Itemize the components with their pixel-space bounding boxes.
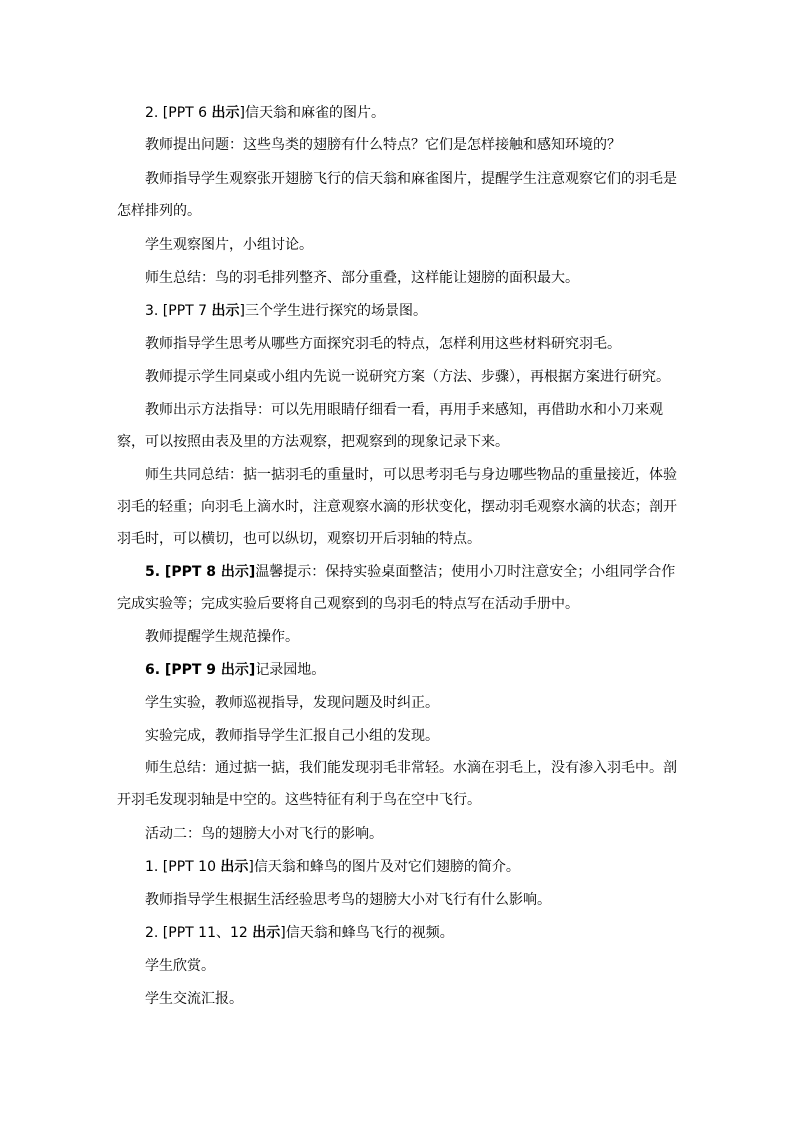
paragraph-summary-3: 师生总结：通过掂一掂，我们能发现羽毛非常轻。水滴在羽毛上，没有渗入羽毛中。剖开羽毛发现羽轴是中空的。这些特征有利于鸟在空中飞行。 — [117, 760, 677, 808]
paragraph-experiment: 学生实验，教师巡视指导，发现问题及时纠正。 — [145, 695, 439, 711]
paragraph-ppt9 — [117, 654, 677, 686]
ppt-prefix: 6. [PPT 9 — [145, 662, 221, 678]
ppt-prefix: 2. [PPT 6 — [145, 105, 212, 121]
paragraph-enjoy: 学生欣赏。 — [145, 958, 215, 974]
paragraph-ppt8 — [117, 556, 677, 620]
paragraph-think: 教师指导学生思考从哪些方面探究羽毛的特点，怎样利用这些材料研究羽毛。 — [145, 336, 621, 352]
paragraph-text: 信天翁和麻雀的图片。 — [244, 105, 385, 121]
paragraph-ppt7 — [117, 295, 677, 327]
paragraph-summary-2: 师生共同总结：掂一掂羽毛的重量时，可以思考羽毛与身边哪些物品的重量接近，体验羽毛的轻重；向羽毛上滴水时，注意观察水滴的形状变化，摆动羽毛观察水滴的状态；剖开羽毛时，可以横切，也可以纵切，观察切开后羽轴的特点。 — [117, 467, 677, 547]
ppt-prefix-bold: 出示 — [220, 564, 249, 580]
ppt-prefix-end: ] — [239, 303, 245, 319]
ppt-prefix-bold: 出示 — [220, 662, 249, 678]
ppt-prefix: 5. [PPT 8 — [145, 564, 221, 580]
ppt-prefix-end: ] — [248, 564, 256, 580]
paragraph-summary-1: 师生总结：鸟的羽毛排列整齐、部分重叠，这样能让翅膀的面积最大。 — [145, 270, 579, 286]
paragraph-ppt6 — [117, 97, 677, 129]
paragraph-remind: 教师提醒学生规范操作。 — [145, 629, 299, 645]
ppt-prefix-end: ] — [248, 662, 256, 678]
paragraph-text: 信天翁和蜂鸟的图片及对它们翅膀的简介。 — [253, 859, 520, 875]
ppt-prefix: 2. [PPT 11、12 — [145, 925, 253, 941]
paragraph-observe: 教师指导学生观察张开翅膀飞行的信天翁和麻雀图片，提醒学生注意观察它们的羽毛是怎样排列的。 — [117, 171, 677, 219]
paragraph-exchange: 学生交流汇报。 — [145, 991, 243, 1007]
paragraph-text: 信天翁和蜂鸟飞行的视频。 — [285, 925, 454, 941]
paragraph-activity-2: 活动二：鸟的翅膀大小对飞行的影响。 — [145, 826, 383, 842]
ppt-prefix-end: ] — [248, 859, 254, 875]
paragraph-ppt11 — [117, 917, 677, 949]
paragraph-text: 记录园地。 — [255, 662, 326, 678]
ppt-prefix-bold: 出示 — [211, 105, 240, 121]
paragraph-text: 三个学生进行探究的场景图。 — [244, 303, 427, 319]
paragraph-question: 教师提出问题：这些鸟类的翅膀有什么特点？它们是怎样接触和感知环境的？ — [145, 137, 621, 153]
paragraph-think-wings: 教师指导学生根据生活经验思考鸟的翅膀大小对飞行有什么影响。 — [145, 892, 551, 908]
paragraph-report: 实验完成，教师指导学生汇报自己小组的发现。 — [145, 728, 439, 744]
paragraph-method: 教师出示方法指导：可以先用眼睛仔细看一看，再用手来感知，再借助水和小刀来观察，可以按照由表及里的方法观察，把观察到的现象记录下来。 — [117, 402, 663, 450]
paragraph-ppt10 — [117, 851, 677, 883]
ppt-prefix-bold: 出示 — [220, 859, 249, 875]
ppt-prefix-bold: 出示 — [211, 303, 240, 319]
ppt-prefix-end: ] — [239, 105, 245, 121]
paragraph-plan: 教师提示学生同桌或小组内先说一说研究方案（方法、步骤），再根据方案进行研究。 — [145, 369, 670, 385]
ppt-prefix-end: ] — [280, 925, 286, 941]
ppt-prefix: 3. [PPT 7 — [145, 303, 212, 319]
paragraph-text: 温馨提示：保持实验桌面整洁；使用小刀时注意安全；小组同学合作完成实验等；完成实验后要将自己观察到的鸟羽毛的特点写在活动手册中。 — [117, 564, 676, 612]
paragraph-discuss: 学生观察图片，小组讨论。 — [145, 237, 313, 253]
ppt-prefix-bold: 出示 — [252, 925, 281, 941]
ppt-prefix: 1. [PPT 10 — [145, 859, 221, 875]
